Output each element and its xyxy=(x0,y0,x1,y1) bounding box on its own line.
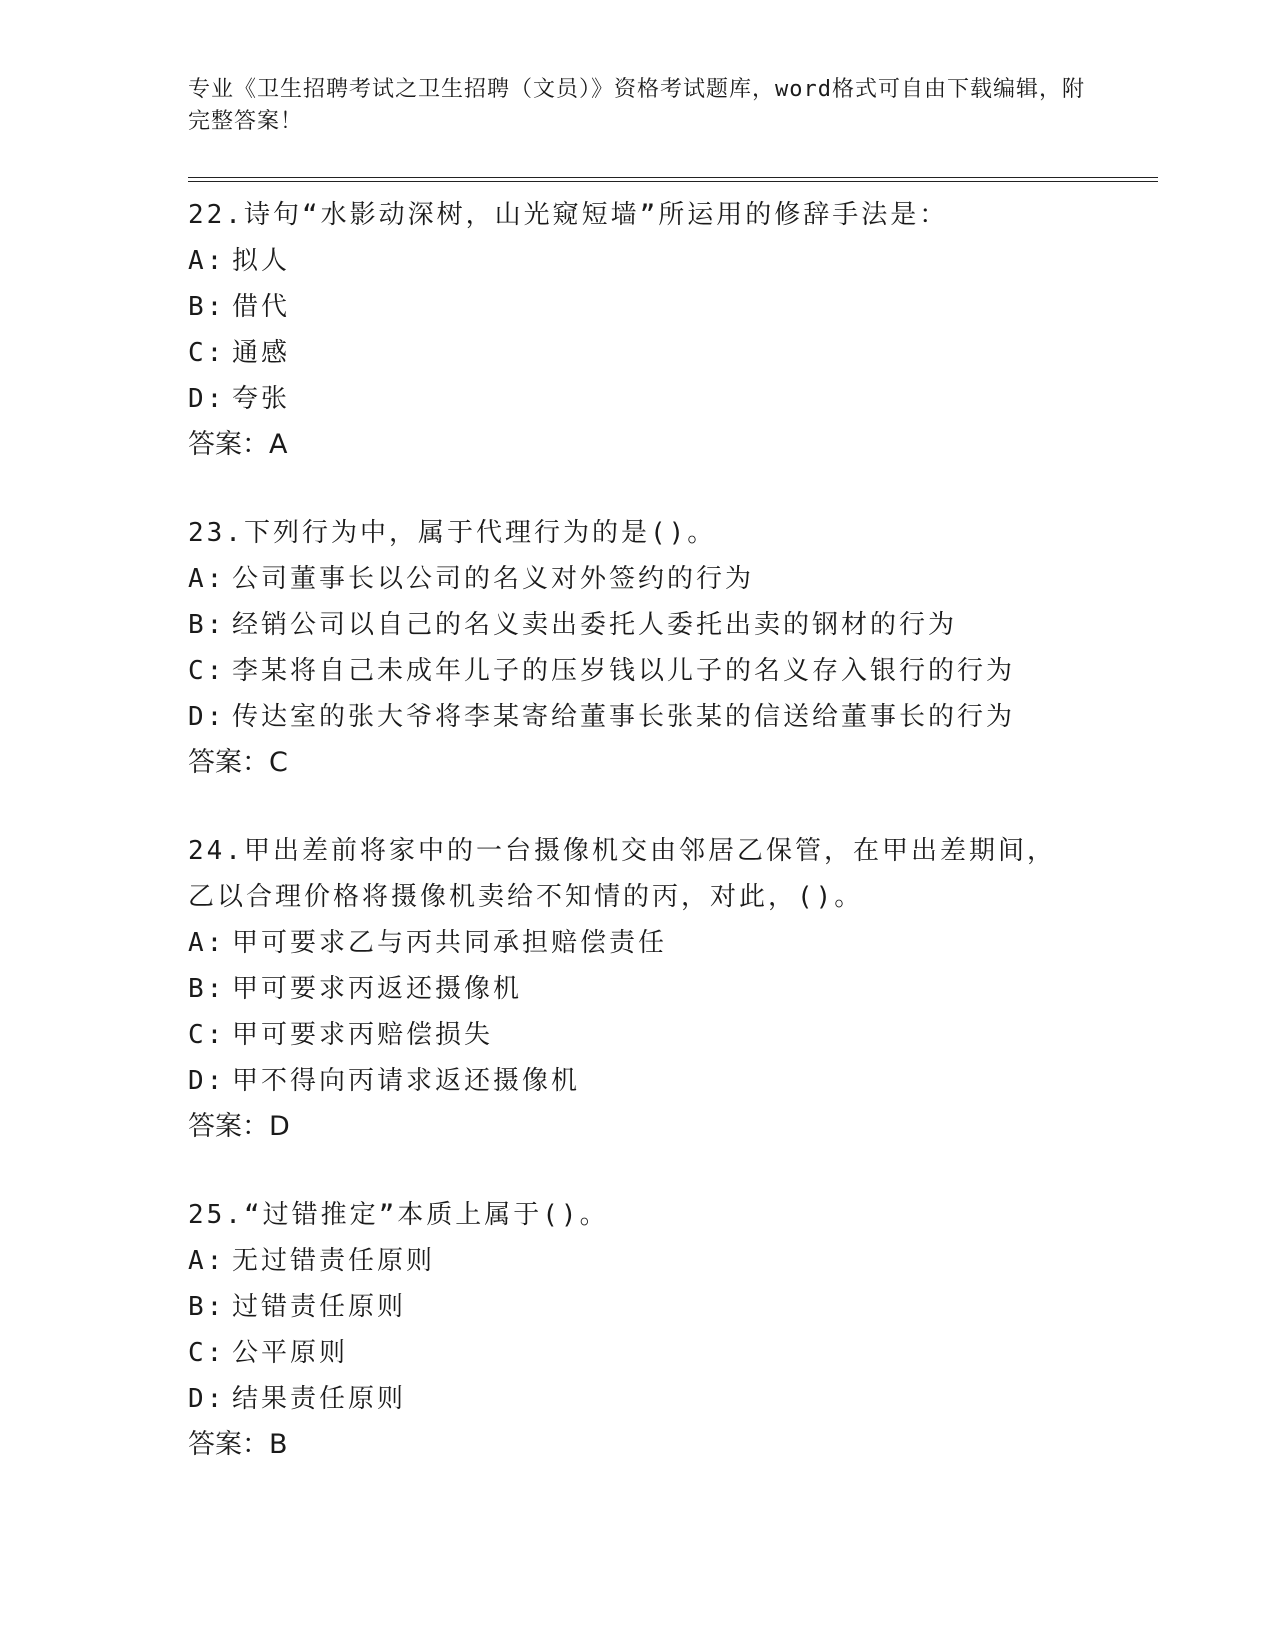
option-letter: C: xyxy=(188,656,226,686)
option-text: 甲不得向丙请求返还摄像机 xyxy=(232,1066,581,1096)
option-letter: A: xyxy=(188,564,226,594)
option-letter: C: xyxy=(188,338,226,368)
option-text: 拟人 xyxy=(232,246,291,276)
option-d xyxy=(188,694,1168,740)
option-text: 借代 xyxy=(232,292,291,322)
option-text: 结果责任原则 xyxy=(232,1384,407,1414)
option-d xyxy=(188,1058,1168,1104)
option-b xyxy=(188,966,1168,1012)
option-letter: A: xyxy=(188,246,226,276)
option-a xyxy=(188,920,1168,966)
option-letter: D: xyxy=(188,702,226,732)
option-c xyxy=(188,1012,1168,1058)
option-text: 甲可要求乙与丙共同承担赔偿责任 xyxy=(232,928,668,958)
header-divider xyxy=(188,177,1158,182)
option-text: 夸张 xyxy=(232,384,291,414)
answer-line: 答案：C xyxy=(188,747,288,778)
option-b xyxy=(188,602,1168,648)
option-d xyxy=(188,376,1168,422)
option-letter: D: xyxy=(188,384,226,414)
option-text: 传达室的张大爷将李某寄给董事长张某的信送给董事长的行为 xyxy=(232,702,1016,732)
option-d xyxy=(188,1376,1168,1422)
option-text: 经销公司以自己的名义卖出委托人委托出卖的钢材的行为 xyxy=(232,610,958,640)
question-stem: 23.下列行为中，属于代理行为的是()。 xyxy=(188,518,717,548)
question-stem: 22.诗句“水影动深树，山光窥短墙”所运用的修辞手法是： xyxy=(188,200,949,230)
option-b xyxy=(188,1284,1168,1330)
option-text: 无过错责任原则 xyxy=(232,1246,436,1276)
option-letter: C: xyxy=(188,1338,226,1368)
option-a xyxy=(188,238,1168,284)
option-c xyxy=(188,648,1168,694)
answer-line: 答案：D xyxy=(188,1111,290,1142)
option-letter: B: xyxy=(188,1292,226,1322)
option-letter: A: xyxy=(188,1246,226,1276)
option-text: 李某将自己未成年儿子的压岁钱以儿子的名义存入银行的行为 xyxy=(232,656,1016,686)
option-b xyxy=(188,284,1168,330)
option-text: 甲可要求丙返还摄像机 xyxy=(232,974,523,1004)
question-24 xyxy=(188,828,1168,1150)
question-23 xyxy=(188,510,1168,786)
option-a xyxy=(188,1238,1168,1284)
option-letter: B: xyxy=(188,292,226,322)
question-stem: 25.“过错推定”本质上属于()。 xyxy=(188,1200,609,1230)
option-letter: A: xyxy=(188,928,226,958)
option-text: 通感 xyxy=(232,338,291,368)
option-c xyxy=(188,330,1168,376)
option-letter: B: xyxy=(188,974,226,1004)
answer-line: 答案：A xyxy=(188,429,288,460)
option-text: 过错责任原则 xyxy=(232,1292,407,1322)
answer-line: 答案：B xyxy=(188,1429,288,1460)
option-text: 甲可要求丙赔偿损失 xyxy=(232,1020,494,1050)
option-text: 公平原则 xyxy=(232,1338,349,1368)
question-25 xyxy=(188,1192,1168,1468)
option-letter: C: xyxy=(188,1020,226,1050)
question-stem: 24.甲出差前将家中的一台摄像机交由邻居乙保管，在甲出差期间，乙以合理价格将摄像机卖给不知情的丙，对此，()。 xyxy=(188,836,1056,912)
option-letter: D: xyxy=(188,1384,226,1414)
option-c xyxy=(188,1330,1168,1376)
option-letter: D: xyxy=(188,1066,226,1096)
document-header: 专业《卫生招聘考试之卫生招聘（文员）》资格考试题库，word格式可自由下载编辑，附完整答案！ xyxy=(188,77,1085,134)
question-list xyxy=(188,192,1168,1510)
option-text: 公司董事长以公司的名义对外签约的行为 xyxy=(232,564,755,594)
option-letter: B: xyxy=(188,610,226,640)
option-a xyxy=(188,556,1168,602)
question-22 xyxy=(188,192,1168,468)
